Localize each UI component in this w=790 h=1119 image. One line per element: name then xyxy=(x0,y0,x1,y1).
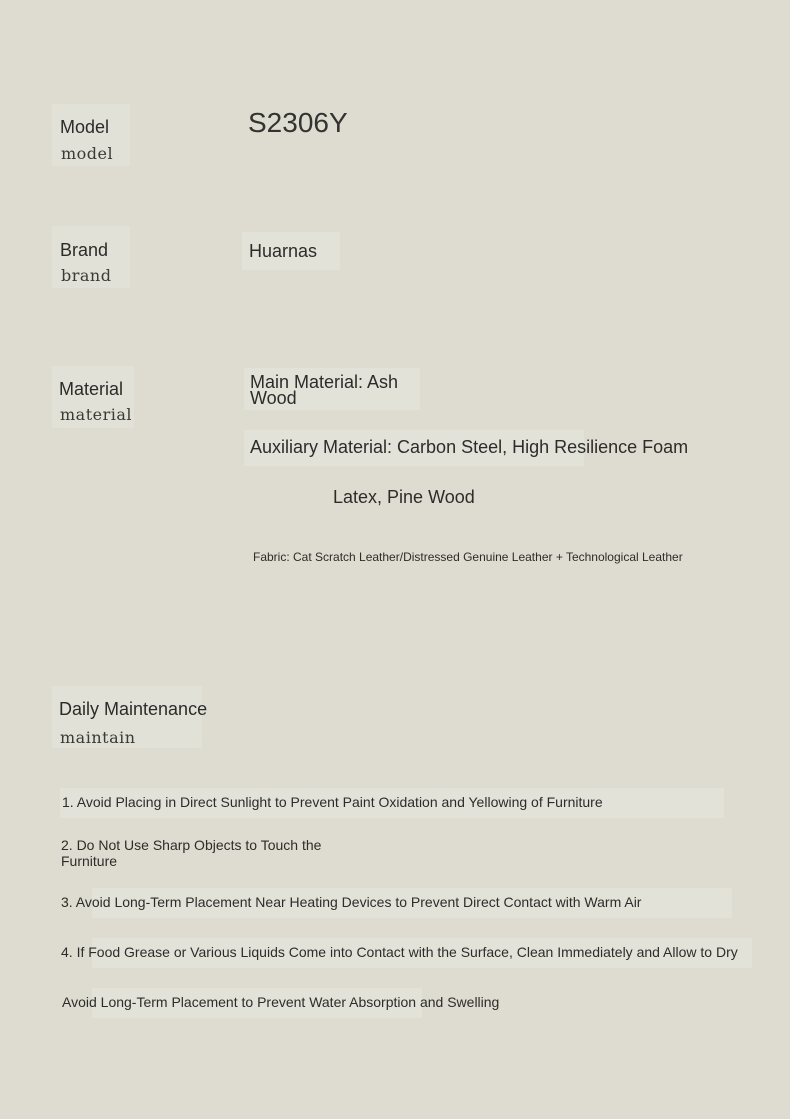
brand-value: Huarnas xyxy=(249,241,318,261)
maintenance-item-5: Avoid Long-Term Placement to Prevent Water Absorption and Swelling xyxy=(62,994,500,1010)
material-auxiliary: Auxiliary Material: Carbon Steel, High Resilience Foam xyxy=(250,437,689,457)
material-label: Material xyxy=(59,379,124,399)
model-sub-label: model xyxy=(61,144,114,163)
maintenance-item-1: 1. Avoid Placing in Direct Sunlight to Prevent Paint Oxidation and Yellowing of Furniture xyxy=(62,794,603,810)
maintenance-item-4: 4. If Food Grease or Various Liquids Come into Contact with the Surface, Clean Immediately and Allow to Dry xyxy=(61,944,738,960)
material-main: Main Material: Ash Wood xyxy=(250,372,399,408)
material-sub-label: material xyxy=(60,405,133,424)
maintenance-item-2: 2. Do Not Use Sharp Objects to Touch the Furniture xyxy=(61,837,322,869)
material-fabric: Fabric: Cat Scratch Leather/Distressed Genuine Leather + Technological Leather xyxy=(253,550,683,564)
maintenance-label: Daily Maintenance xyxy=(59,699,208,719)
material-auxiliary-continued: Latex, Pine Wood xyxy=(333,487,475,507)
brand-sub-label: brand xyxy=(61,266,112,285)
maintenance-item-3: 3. Avoid Long-Term Placement Near Heating Devices to Prevent Direct Contact with Warm Air xyxy=(61,894,642,910)
maintenance-sub-label: maintain xyxy=(60,728,136,747)
model-value: S2306Y xyxy=(248,107,348,138)
model-label: Model xyxy=(60,117,110,137)
brand-label: Brand xyxy=(60,240,109,260)
